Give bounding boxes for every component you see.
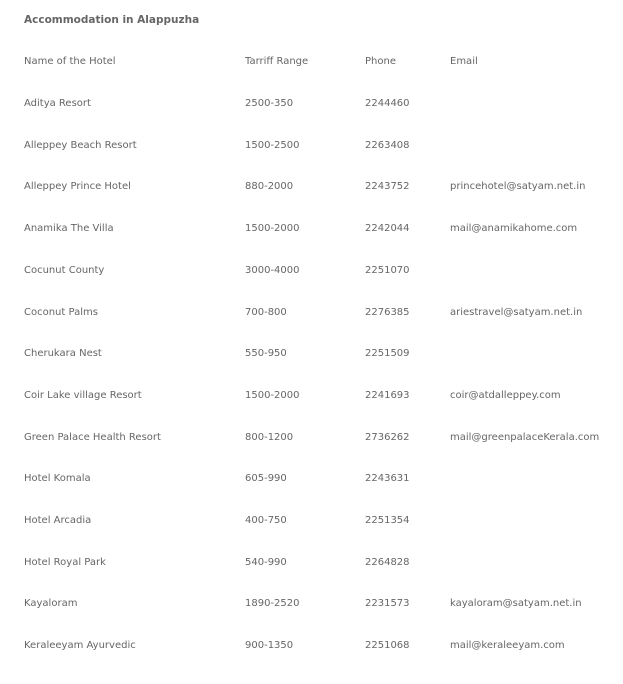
hotel-name-cell: Coir Lake village Resort xyxy=(24,390,142,401)
phone-cell: 2244460 xyxy=(365,98,410,109)
tariff-range-cell: 400-750 xyxy=(245,515,287,526)
email-cell: kayaloram@satyam.net.in xyxy=(450,598,582,609)
hotel-name-cell: Green Palace Health Resort xyxy=(24,432,161,443)
email-cell: ariestravel@satyam.net.in xyxy=(450,307,583,318)
phone-cell: 2276385 xyxy=(365,307,410,318)
tariff-range-cell: 700-800 xyxy=(245,307,287,318)
table-row xyxy=(24,306,619,320)
tariff-range-cell: 900-1350 xyxy=(245,640,294,651)
hotel-name-cell: Keraleeyam Ayurvedic xyxy=(24,640,136,651)
table-row xyxy=(24,97,619,111)
tariff-range-cell: 1500-2000 xyxy=(245,223,300,234)
phone-cell: 2251070 xyxy=(365,265,410,276)
hotel-name-cell: Hotel Komala xyxy=(24,473,91,484)
hotel-name-cell: Coconut Palms xyxy=(24,307,98,318)
table-row xyxy=(24,431,619,445)
header-hotel-name: Name of the Hotel xyxy=(24,56,116,67)
table-row xyxy=(24,514,619,528)
email-cell: coir@atdalleppey.com xyxy=(450,390,561,401)
table-row xyxy=(24,180,619,194)
hotel-name-cell: Cocunut County xyxy=(24,265,105,276)
hotel-name-cell: Hotel Arcadia xyxy=(24,515,92,526)
tariff-range-cell: 1500-2000 xyxy=(245,390,300,401)
phone-cell: 2264828 xyxy=(365,557,410,568)
table-row xyxy=(24,472,619,486)
table-row xyxy=(24,597,619,611)
email-cell: mail@greenpalaceKerala.com xyxy=(450,432,600,443)
table-header-row xyxy=(24,55,619,69)
email-cell: mail@keraleeyam.com xyxy=(450,640,565,651)
phone-cell: 2251354 xyxy=(365,515,410,526)
hotel-name-cell: Anamika The Villa xyxy=(24,223,114,234)
tariff-range-cell: 800-1200 xyxy=(245,432,294,443)
tariff-range-cell: 605-990 xyxy=(245,473,287,484)
hotel-name-cell: Kayaloram xyxy=(24,598,78,609)
hotel-name-cell: Alleppey Beach Resort xyxy=(24,140,137,151)
tariff-range-cell: 540-990 xyxy=(245,557,287,568)
table-row xyxy=(24,264,619,278)
tariff-range-cell: 880-2000 xyxy=(245,181,294,192)
phone-cell: 2243631 xyxy=(365,473,410,484)
hotel-name-cell: Alleppey Prince Hotel xyxy=(24,181,131,192)
header-email: Email xyxy=(450,56,478,67)
phone-cell: 2231573 xyxy=(365,598,410,609)
table-row xyxy=(24,222,619,236)
table-row xyxy=(24,556,619,570)
header-phone: Phone xyxy=(365,56,396,67)
email-cell: mail@anamikahome.com xyxy=(450,223,578,234)
phone-cell: 2241693 xyxy=(365,390,410,401)
table-row xyxy=(24,639,619,653)
header-tariff-range: Tarriff Range xyxy=(245,56,309,67)
phone-cell: 2251068 xyxy=(365,640,410,651)
email-cell: princehotel@satyam.net.in xyxy=(450,181,586,192)
phone-cell: 2736262 xyxy=(365,432,410,443)
tariff-range-cell: 1890-2520 xyxy=(245,598,300,609)
tariff-range-cell: 1500-2500 xyxy=(245,140,300,151)
phone-cell: 2263408 xyxy=(365,140,410,151)
tariff-range-cell: 3000-4000 xyxy=(245,265,300,276)
tariff-range-cell: 2500-350 xyxy=(245,98,294,109)
phone-cell: 2243752 xyxy=(365,181,410,192)
tariff-range-cell: 550-950 xyxy=(245,348,287,359)
page-title: Accommodation in Alappuzha xyxy=(24,14,200,26)
hotel-name-cell: Aditya Resort xyxy=(24,98,91,109)
hotel-name-cell: Hotel Royal Park xyxy=(24,557,106,568)
phone-cell: 2242044 xyxy=(365,223,410,234)
hotel-name-cell: Cherukara Nest xyxy=(24,348,102,359)
table-row xyxy=(24,389,619,403)
table-row xyxy=(24,347,619,361)
phone-cell: 2251509 xyxy=(365,348,410,359)
table-row xyxy=(24,139,619,153)
